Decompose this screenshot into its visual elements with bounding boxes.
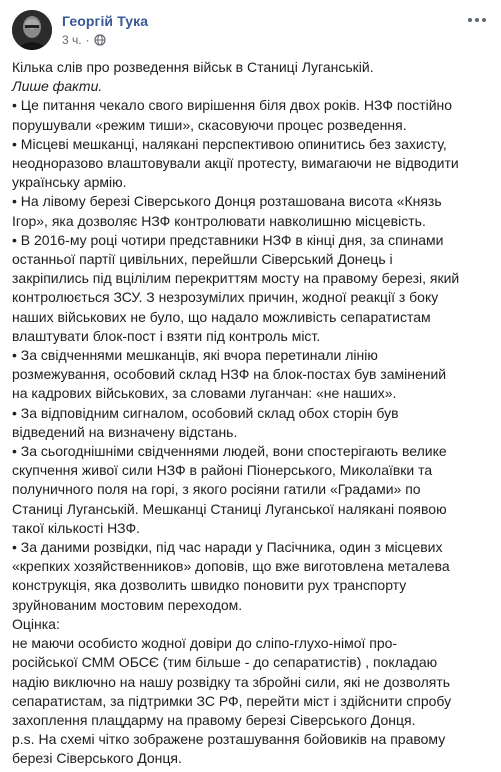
post-line: влаштувати блок-пост і взяти під контроль міст. [12, 327, 321, 344]
meta-separator: · [85, 33, 90, 47]
post-header [12, 10, 491, 52]
post-line: розмежування, особовий склад НЗФ на блок-постах був замінений [12, 366, 447, 383]
post-line: • За даними розвідки, під час наради у Пасічника, один з місцевих [12, 539, 443, 556]
post-line: полуничного поля на горі, з якого росіяни гатили «Градами» по [12, 481, 421, 498]
post-line: українську армію. [12, 174, 127, 191]
more-options-button[interactable] [465, 12, 489, 28]
avatar-photo-icon [12, 10, 52, 50]
post-line: закріпились під вцілілим перекриттям мосту на правому березі, який [12, 270, 460, 287]
more-options-dot [482, 18, 486, 22]
post-line: «крепких хозяйственников» доповів, що вже виготовлена металева [12, 558, 450, 575]
post-line: • В 2016-му році чотири представники НЗФ в кінці дня, за спинами [12, 231, 444, 248]
post-line: зруйнованим мостовим переходом. [12, 596, 243, 613]
post-line: Лише факти. [12, 78, 103, 95]
post-line: конструкція, яка дозволить швидко поновити рух транспорту [12, 577, 407, 594]
post-line: на кадрових військових, за словами луганчан: «не наших». [12, 385, 397, 402]
post-line: • За свідченнями мешканців, які вчора перетинали лінію [12, 347, 378, 364]
post-line: • На лівому березі Сіверського Донця розташована висота «Князь [12, 193, 442, 210]
more-options-dot [475, 18, 479, 22]
post-line: Кілька слів про розведення військ в Станиці Луганській. [12, 59, 374, 75]
post-line: • Це питання чекало свого вирішення біля двох років. НЗФ постійно [12, 97, 453, 114]
post-line: • За відповідним сигналом, особовий склад обох сторін був [12, 404, 399, 421]
post-line: такої кількості НЗФ. [12, 519, 141, 536]
post-line: відведений на визначену відстань. [12, 423, 238, 440]
post-line: p.s. На схемі чітко зображене розташування бойовиків на правому [12, 731, 446, 748]
post-line: останньої партії цивільних, перейшли Сіверський Донець і [12, 251, 393, 268]
post-line: контролюється ЗСУ. З незрозумілих причин, жодної реакції з боку [12, 289, 439, 306]
post-line: порушували «режим тиши», скасовуючи процес розведення. [12, 116, 407, 133]
post-line: скупчення живої сили НЗФ в районі Піонерського, Миколаївки та [12, 462, 433, 479]
post-line: Станиці Луганській. Мешканці Станиці Луганської налякані появою [12, 500, 447, 517]
post-line: наших військових не було, що надало можливість сепаратистам [12, 308, 431, 325]
post-line: сепаратистам, за підтримки ЗС РФ, перейти міст і здійснити спробу [12, 692, 452, 709]
globe-icon[interactable] [94, 34, 106, 46]
avatar[interactable] [12, 10, 52, 50]
post-line: Ігор», яка дозволяє НЗФ контролювати навколишню місцевість. [12, 212, 426, 229]
author-name[interactable]: Георгій Тука [62, 13, 149, 29]
post-line: • За сьогоднішніми свідченнями людей, вони спостерігають велике [12, 443, 447, 460]
post-line: не маючи особисто жодної довіри до сліпо-глухо-німої про- [12, 635, 398, 652]
post-timestamp[interactable]: 3 ч. [62, 33, 82, 47]
post-meta [62, 33, 106, 47]
post-line: надію виключно на нашу розвідку та збройні сили, які не дозволять [12, 673, 451, 690]
post-line: Оцінка: [12, 615, 60, 632]
post-line: неодноразово влаштовували акції протесту, вимагаючи не відводити [12, 155, 459, 172]
more-options-icon [468, 18, 472, 22]
post-line: захоплення плацдарму на правому березі Сіверського Донця. [12, 711, 416, 728]
post-line: російської СММ ОБСЄ (тим більше - до сепаратистів) , покладаю [12, 654, 438, 671]
post-line: березі Сіверського Донця. [12, 750, 182, 767]
post-text [12, 58, 494, 769]
post-line: • Місцеві мешканці, налякані перспективою опинитись без захисту, [12, 135, 447, 152]
